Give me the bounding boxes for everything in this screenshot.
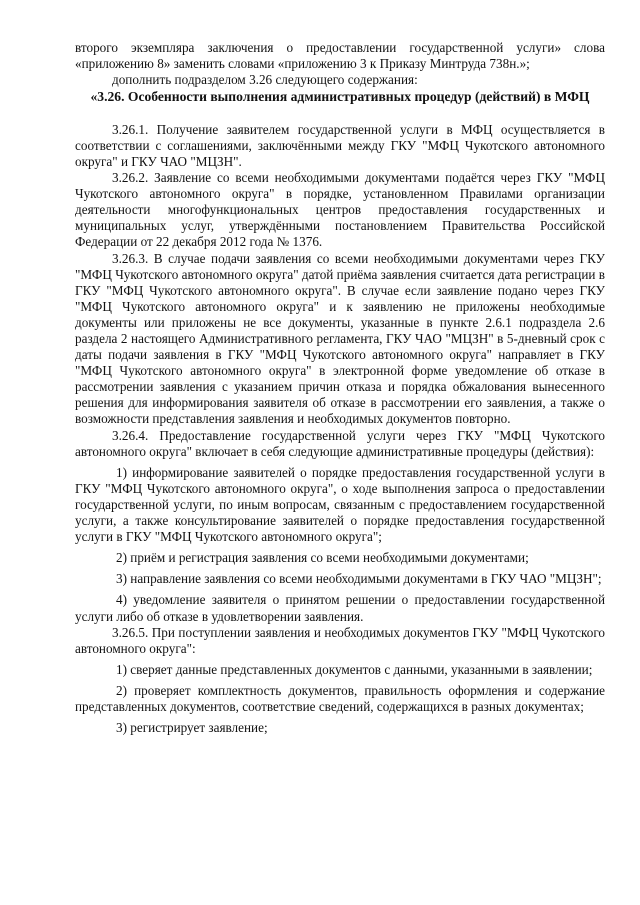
paragraph-3-26-4: 3.26.4. Предоставление государственной услуги через ГКУ "МФЦ Чукотского автономного округа" включает в себя следующие административные процедуры (действия): — [75, 427, 605, 459]
procedure-item-4: 4) уведомление заявителя о принятом решении о предоставлении государственной услуги либо об отказе в удовлетворении заявления. — [75, 592, 605, 624]
section-heading: «3.26. Особенности выполнения административных процедур (действий) в МФЦ — [90, 89, 590, 105]
spacer — [75, 106, 605, 122]
procedure-item-2: 2) приём и регистрация заявления со всеми необходимыми документами; — [116, 550, 529, 566]
intro-paragraph: второго экземпляра заключения о предоставлении государственной услуги» слова «приложению 8» заменить словами «приложению 3 к Приказу Минтруда 738н.»; — [75, 40, 605, 72]
procedure-item-1: 1) информирование заявителей о порядке предоставления государственной услуги в ГКУ "МФЦ Чукотского автономного округа", о ходе выполнения запроса о предоставлении государственной услуги, по иным вопросам, связанным с предоставлением государственной услуги, а также консультирование заявителей о порядке предоставления государственной услуги в ГКУ "МФЦ Чукотского автономного округа"; — [75, 464, 605, 545]
procedure-item-3: 3) направление заявления со всеми необходимыми документами в ГКУ ЧАО "МЦЗН"; — [116, 571, 602, 587]
check-item-2: 2) проверяет комплектность документов, правильность оформления и содержание представленных документов, соответствие сведений, содержащихся в разных документах; — [75, 682, 605, 714]
paragraph-3-26-1: 3.26.1. Получение заявителем государственной услуги в МФЦ осуществляется в соответствии с соглашениями, заключёнными между ГКУ "МФЦ Чукотского автономного округа" и ГКУ ЧАО "МЦЗН". — [75, 121, 605, 169]
document-page — [75, 40, 605, 736]
paragraph-3-26-3: 3.26.3. В случае подачи заявления со всеми необходимыми документами через ГКУ "МФЦ Чукотского автономного округа" датой приёма заявления считается дата регистрации в ГКУ "МФЦ Чукотского автономного округа". В случае если заявление подано через ГКУ "МФЦ Чукотского автономного округа" и к заявлению не приложены необходимые документы или приложены не все документы, указанные в пункте 2.6.1 подраздела 2.6 раздела 2 настоящего Административного регламента, ГКУ ЧАО "МЦЗН" в 5-дневный срок с даты подачи заявления в ГКУ "МФЦ Чукотского автономного округа" направляет в ГКУ "МФЦ Чукотского автономного округа" в электронной форме уведомление об отказе в рассмотрении заявления с указанием причин отказа и порядка обжалования вынесенного решения для информирования заявителя об отказе в рассмотрении его заявления, а также о возможности представления заявления и необходимых документов повторно. — [75, 250, 605, 427]
check-item-1: 1) сверяет данные представленных документов с данными, указанными в заявлении; — [116, 661, 593, 677]
paragraph-3-26-2: 3.26.2. Заявление со всеми необходимыми документами подаётся через ГКУ "МФЦ Чукотского автономного округа" в порядке, установленном Правилами организации деятельности многофункциональных центров предоставления государственных и муниципальных услуг, утверждёнными постановлением Правительства Российской Федерации от 22 декабря 2012 года № 1376. — [75, 170, 605, 250]
check-item-3: 3) регистрирует заявление; — [116, 720, 268, 736]
paragraph-3-26-5: 3.26.5. При поступлении заявления и необходимых документов ГКУ "МФЦ Чукотского автономного округа": — [75, 624, 605, 656]
intro-line: дополнить подразделом 3.26 следующего содержания: — [112, 72, 418, 88]
